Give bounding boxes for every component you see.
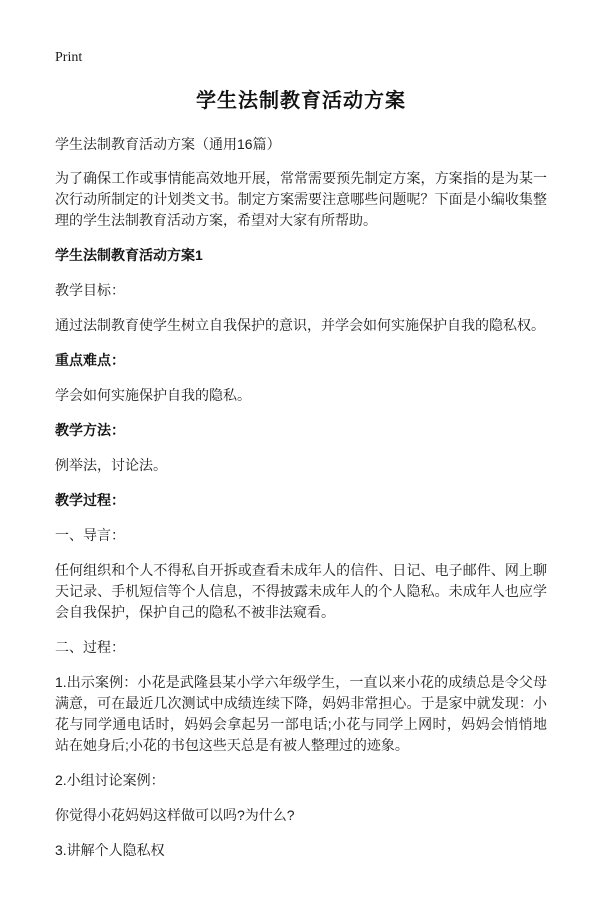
doc-heading-key-points: 重点难点： bbox=[55, 352, 125, 368]
doc-paragraph-key-points: 学会如何实施保护自我的隐私。 bbox=[55, 387, 251, 403]
doc-paragraph-teaching-goal: 通过法制教育使学生树立自我保护的意识，并学会如何实施保护自我的隐私权。 bbox=[55, 317, 545, 333]
doc-paragraph-teaching-method: 例举法，讨论法。 bbox=[55, 457, 167, 473]
doc-paragraph-teaching-goal-label: 教学目标： bbox=[55, 282, 125, 298]
doc-section-heading: 学生法制教育活动方案1 bbox=[55, 247, 203, 263]
doc-paragraph-explain-privacy-right: 3.讲解个人隐私权 bbox=[55, 842, 165, 858]
print-button[interactable]: Print bbox=[55, 50, 83, 65]
doc-paragraph-process-label: 二、过程： bbox=[55, 639, 125, 655]
doc-heading-teaching-process: 教学过程： bbox=[55, 492, 125, 508]
doc-paragraph-discussion-question: 你觉得小花妈妈这样做可以吗?为什么? bbox=[55, 807, 295, 823]
doc-paragraph-case-study: 1.出示案例：小花是武隆县某小学六年级学生，一直以来小花的成绩总是令父母满意，可在最近几次测试中成绩连续下降，妈妈非常担心。于是家中就发现：小花与同学通电话时，妈妈会拿起另一部电话;小花与同学上网时，妈妈会悄悄地站在她身后;小花的书包这些天总是有被人整理过的迹象。 bbox=[55, 674, 547, 753]
doc-paragraph-privacy-rules: 任何组织和个人不得私自开拆或查看未成年人的信件、日记、电子邮件、网上聊天记录、手机短信等个人信息，不得披露未成年人的个人隐私。未成年人也应学会自我保护，保护自己的隐私不被非法窥看。 bbox=[55, 562, 547, 620]
doc-paragraph-intro: 为了确保工作或事情能高效地开展，常常需要预先制定方案，方案指的是为某一次行动所制定的计划类文书。制定方案需要注意哪些问题呢？下面是小编收集整理的学生法制教育活动方案，希望对大家有所帮助。 bbox=[55, 170, 547, 228]
document-subtitle: 学生法制教育活动方案（通用16篇） bbox=[55, 136, 281, 152]
doc-paragraph-group-discussion-label: 2.小组讨论案例： bbox=[55, 772, 165, 788]
doc-paragraph-intro-label: 一、导言： bbox=[55, 527, 125, 543]
doc-heading-teaching-method: 教学方法： bbox=[55, 422, 125, 438]
document-title: 学生法制教育活动方案 bbox=[196, 90, 406, 112]
